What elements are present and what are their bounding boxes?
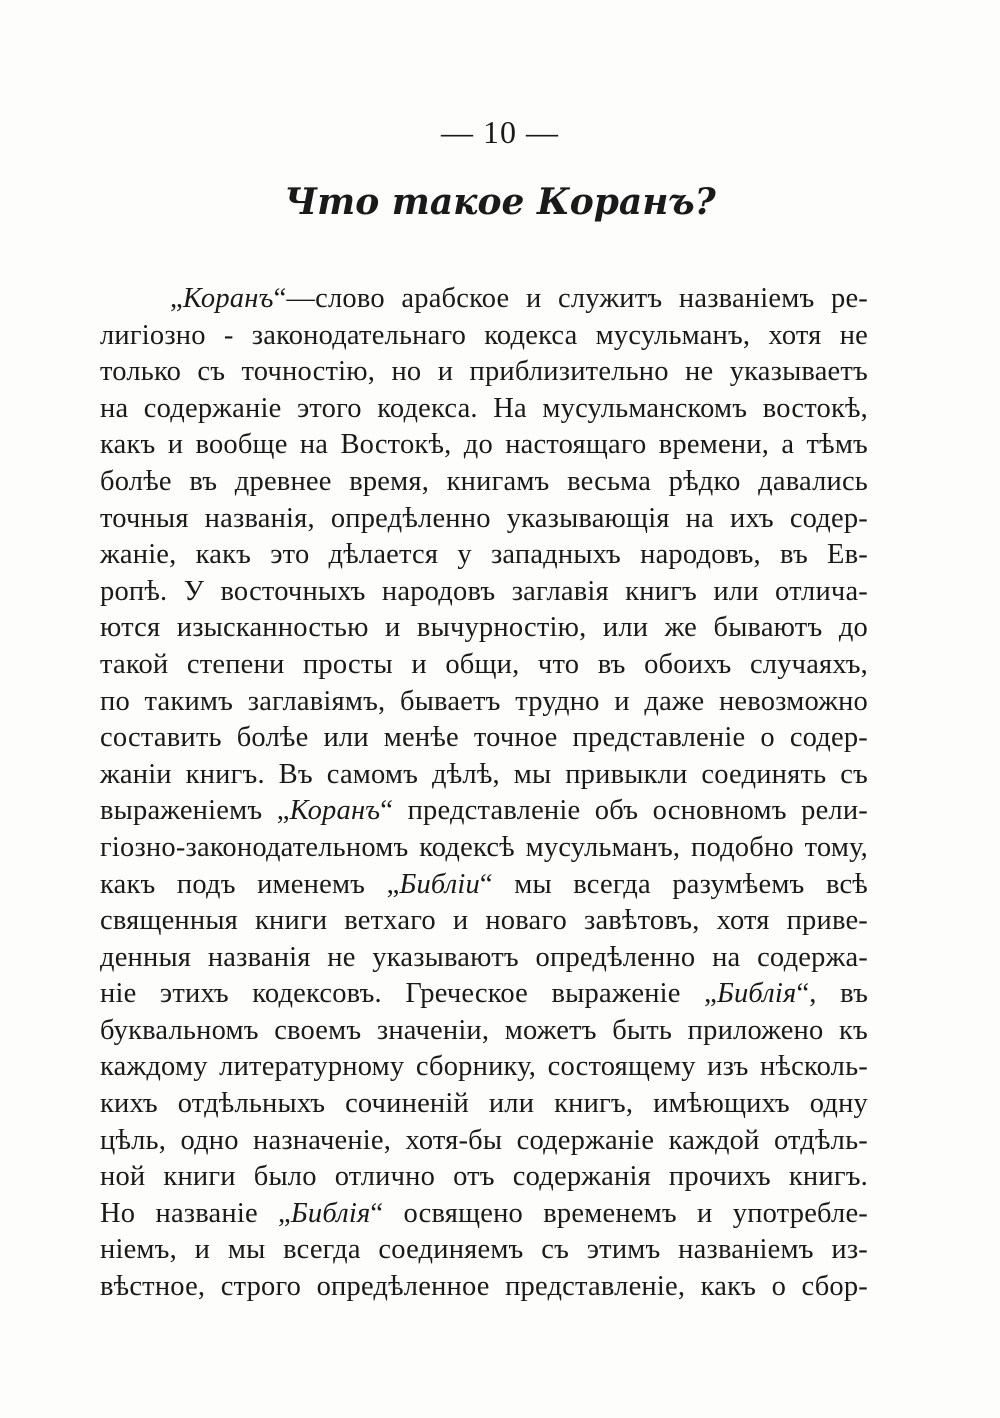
text-line (100, 501, 868, 538)
text-line (100, 1049, 868, 1086)
text-segment: Но названіе „ (100, 1197, 291, 1229)
text-line (100, 1269, 868, 1306)
text-segment: “ представленіе объ основномъ рели- (380, 795, 869, 827)
text-segment: “—слово арабское и служитъ названіемъ ре- (273, 283, 868, 314)
text-line (100, 940, 868, 977)
text-segment: кихъ отдѣльныхъ сочиненій или книгъ, имѣющихъ одну (100, 1088, 868, 1120)
text-segment: “ освящено временемъ и употребле- (370, 1197, 868, 1229)
text-segment: болѣе въ древнее время, книгамъ весьма рѣдко давались (100, 465, 868, 497)
text-segment: жаніе, какъ это дѣлается у западныхъ народовъ, въ Ев- (100, 539, 868, 571)
text-line (100, 464, 868, 501)
text-line (100, 318, 868, 355)
text-segment: “, въ (796, 978, 869, 1010)
text-line (100, 1123, 868, 1160)
text-line (100, 281, 868, 318)
text-segment: священныя книги ветхаго и новаго завѣтовъ, хотя приве- (100, 905, 868, 937)
page-number: — 10 — (441, 114, 559, 150)
text-segment: по такимъ заглавіямъ, бываетъ трудно и даже невозможно (100, 685, 868, 717)
emphasized-text: Коранъ (182, 283, 274, 314)
text-line (100, 757, 868, 794)
body-text (100, 281, 868, 1306)
text-line (100, 1196, 868, 1233)
text-segment: выраженіемъ „ (100, 795, 290, 827)
text-segment: точныя названія, опредѣленно указывающія на ихъ содер- (100, 502, 868, 534)
text-line (100, 391, 868, 428)
emphasized-text: Библія (290, 1197, 371, 1229)
text-segment: ются изысканностью и вычурностію, или же бываютъ до (100, 612, 868, 644)
text-segment: гіозно-законодательномъ кодексѣ мусульманъ, подобно тому, (100, 831, 868, 863)
emphasized-text: Библіи (399, 868, 480, 900)
text-segment: какъ подъ именемъ „ (100, 868, 400, 900)
text-segment: какъ и вообще на Востокѣ, до настоящаго времени, а тѣмъ (100, 429, 868, 461)
text-line (100, 903, 868, 940)
text-line (100, 1159, 868, 1196)
text-segment: ропѣ. У восточныхъ народовъ заглавія книгъ или отлича- (100, 575, 868, 607)
text-line (100, 427, 868, 464)
text-segment: составить болѣе или менѣе точное представленіе о содер- (100, 722, 868, 754)
text-segment: буквальномъ своемъ значеніи, можетъ быть приложено къ (100, 1014, 868, 1046)
text-segment: вѣстное, строго опредѣленное представленіе, какъ о сбор- (100, 1271, 868, 1303)
text-segment: каждому литературному сборнику, состоящему изъ нѣсколь- (100, 1051, 868, 1083)
text-line (100, 537, 868, 574)
chapter-title: Что такое Коранъ? (284, 181, 716, 223)
text-segment: на содержаніе этого кодекса. На мусульманскомъ востокѣ, (100, 392, 868, 424)
emphasized-text: Библія (716, 978, 797, 1010)
text-line (100, 610, 868, 647)
text-line (100, 867, 868, 904)
text-segment: ной книги было отлично отъ содержанія прочихъ книгъ. (100, 1161, 868, 1193)
text-line (100, 354, 868, 391)
text-segment: ніемъ, и мы всегда соединяемъ съ этимъ названіемъ из- (100, 1234, 868, 1266)
text-line (100, 1013, 868, 1050)
text-line (100, 647, 868, 684)
text-segment: такой степени просты и общи, что въ обоихъ случаяхъ, (100, 648, 868, 680)
text-line (100, 684, 868, 721)
text-segment: денныя названія не указываютъ опредѣленно на содержа- (100, 941, 868, 973)
text-segment: жаніи книгъ. Въ самомъ дѣлѣ, мы привыкли соединять съ (100, 758, 868, 790)
emphasized-text: Коранъ (289, 795, 381, 827)
text-line (100, 793, 868, 830)
text-line (100, 830, 868, 867)
text-segment: “ мы всегда разумѣемъ всѣ (479, 868, 868, 900)
text-segment: только съ точностію, но и приблизительно не указываетъ (100, 356, 868, 388)
text-line (100, 1232, 868, 1269)
text-segment: ніе этихъ кодексовъ. Греческое выраженіе „ (100, 978, 717, 1010)
text-line (100, 720, 868, 757)
text-segment: „ (170, 283, 183, 314)
text-line (100, 574, 868, 611)
text-line (100, 1086, 868, 1123)
text-line (100, 976, 868, 1013)
text-segment: цѣль, одно назначеніе, хотя-бы содержаніе каждой отдѣль- (100, 1124, 868, 1156)
text-segment: лигіозно - законодательнаго кодекса мусульманъ, хотя не (100, 319, 868, 351)
